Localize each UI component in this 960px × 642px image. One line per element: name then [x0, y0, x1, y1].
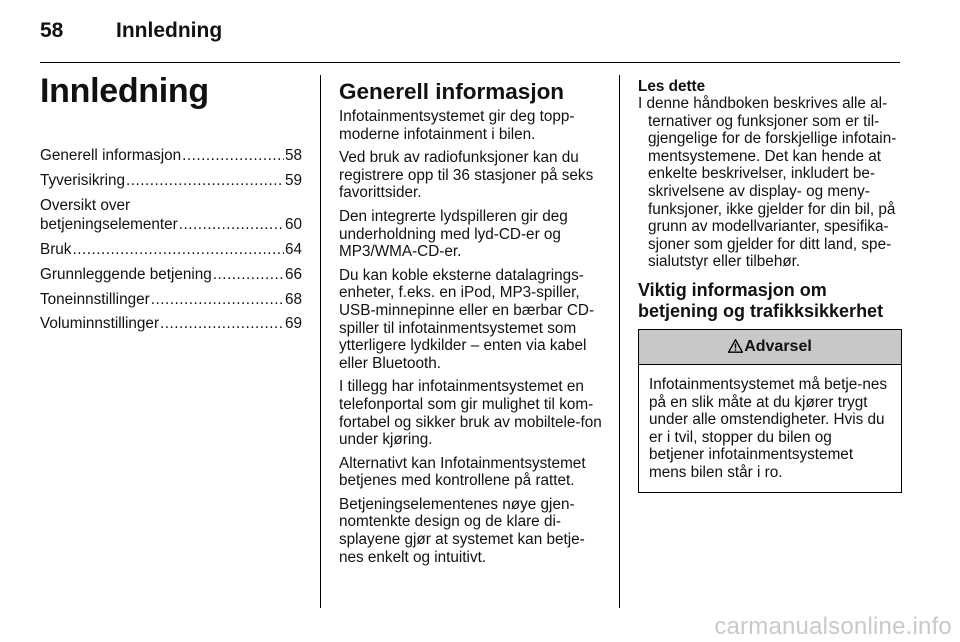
toc-entry-toneinnstillinger[interactable] — [40, 290, 302, 310]
paragraph: Den integrerte lydspilleren gir deg underholdning med lyd-CD-er og MP3/WMA-CD-er. — [339, 207, 568, 261]
warning-title: Advarsel — [744, 337, 812, 355]
toc-entry-label: Voluminnstillinger — [40, 315, 160, 333]
toc-entry-voluminnstillinger[interactable] — [40, 314, 302, 334]
toc-page-number: 68 — [284, 290, 302, 308]
right-column — [638, 68, 902, 493]
toc-leader-dots — [182, 146, 284, 166]
toc-entry-oversikt-over-betjeningselementer[interactable] — [40, 196, 302, 235]
middle-column — [339, 68, 605, 566]
warning-box — [638, 329, 902, 493]
toc-leader-dots — [151, 290, 284, 310]
paragraph: Ved bruk av radiofunksjoner kan du registrere opp til 36 stasjoner på seks favorittsider. — [339, 149, 594, 202]
toc-leader-dots — [160, 314, 284, 334]
toc-entry-label: Tyverisikring — [40, 171, 125, 189]
running-section-title: Innledning — [116, 19, 223, 42]
chapter-title: Innledning — [40, 72, 209, 110]
paragraph: Du kan koble eksterne datalagrings-enheter, f.eks. en iPod, MP3-spiller, USB-minnepinne eller en bærbar CD-spiller til infotainmentsystemet som ytterligere lydkilder – enten via kabel eller Bluetooth. — [339, 266, 595, 372]
page-number: 58 — [40, 19, 64, 42]
header-rule — [40, 62, 900, 63]
toc-leader-dots — [213, 265, 284, 285]
toc-entry-generell-informasjon[interactable] — [40, 146, 302, 166]
note-title: Les dette — [638, 78, 706, 95]
toc-entry-grunnleggende-betjening[interactable] — [40, 265, 302, 285]
toc-page-number: 69 — [284, 315, 302, 333]
toc-leader-dots — [126, 171, 284, 191]
toc-page-number: 60 — [284, 216, 302, 234]
section-heading-generell-informasjon: Generell informasjon — [339, 79, 565, 104]
toc-entry-label: Grunnleggende betjening — [40, 265, 212, 283]
toc-entry-label: Toneinnstillinger — [40, 290, 150, 308]
warning-triangle-icon — [728, 332, 743, 366]
toc-page-number: 58 — [284, 147, 302, 164]
warning-header — [639, 330, 901, 365]
toc-leader-dots — [72, 240, 284, 260]
column-divider-right — [619, 75, 620, 608]
toc-leader-dots — [179, 215, 284, 235]
toc-page-number: 66 — [284, 265, 302, 283]
toc-entry-tyverisikring[interactable] — [40, 171, 302, 191]
paragraph: I tillegg har infotainmentsystemet en telefonportal som gir mulighet til kom-fortabel og sikker bruk av mobiltele-fon under kjøring. — [339, 378, 602, 449]
note-body: I denne håndboken beskrives alle al-ternativer og funksjoner som er til-gjengelige for de forskjellige infotain-mentsystemene. Det kan hende at enkelte beskrivelser, inkludert be-skrivelsene av display- og meny-funksjoner, ikke gjelder for din bil, på grunn av modellvarianter, spesifika-sjoner som gjelder for ditt land, spe-sialutstyr eller tilbehør. — [638, 95, 897, 271]
toc-entry-label: Bruk — [40, 240, 72, 258]
toc-entry-bruk[interactable] — [40, 240, 302, 260]
toc-entry-label: Generell informasjon — [40, 147, 182, 164]
paragraph: Infotainmentsystemet gir deg topp-moderne infotainment i bilen. — [339, 108, 575, 143]
paragraph: Betjeningselementenes nøye gjen-nomtenkte design og de klare di-splayene gjør at systemet kan betje-nes enkelt og intuitivt. — [339, 495, 585, 566]
left-column — [40, 68, 302, 339]
column-divider-left — [320, 75, 321, 608]
section-heading-trafikksikkerhet: Viktig informasjon om betjening og trafikksikkerhet — [638, 279, 884, 321]
toc-page-number: 64 — [284, 240, 302, 258]
toc-entry-label-line1: Oversikt over — [40, 196, 131, 214]
paragraph: Alternativt kan Infotainmentsystemet betjenes med kontrollene på rattet. — [339, 454, 586, 490]
toc-page-number: 59 — [284, 171, 302, 189]
table-of-contents — [40, 146, 302, 334]
warning-body: Infotainmentsystemet må betje-nes på en slik måte at du kjører trygt under alle omstendigheter. Hvis du er i tvil, stopper du bilen og betjener infotainmentsystemet mens bilen står i ro. — [649, 375, 888, 481]
page-header — [40, 19, 222, 43]
toc-entry-label: betjeningselementer — [40, 216, 178, 234]
site-watermark: carmanualsonline.info — [714, 613, 952, 640]
